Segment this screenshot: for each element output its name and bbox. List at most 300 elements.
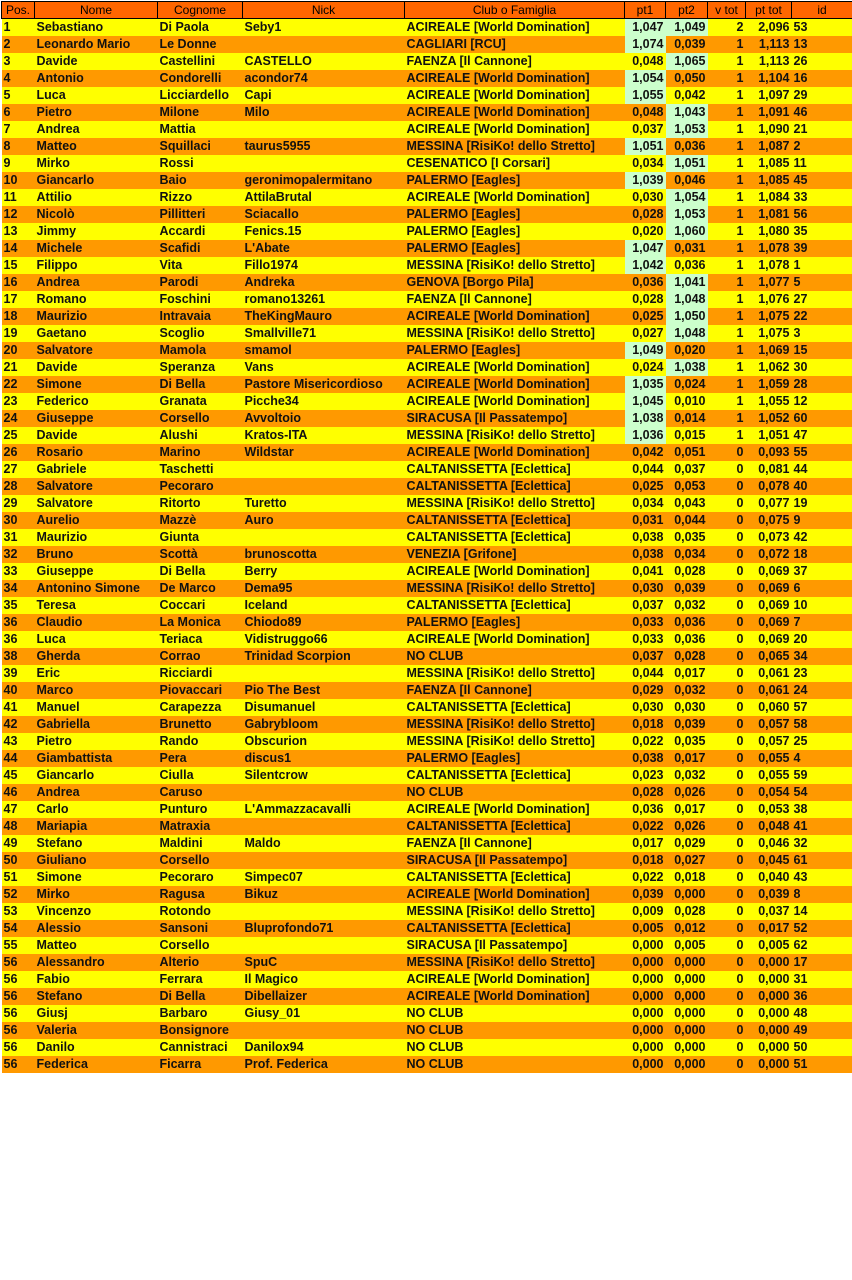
row-nick [243,852,405,869]
row-club: PALERMO [Eagles] [405,342,625,359]
row-nome: Giuliano [35,852,158,869]
row-pttot: 1,087 [746,138,792,155]
row-pt1: 0,044 [625,461,666,478]
row-pos: 21 [2,359,35,376]
row-pt1: 1,074 [625,36,666,53]
row-pt2: 0,015 [666,427,708,444]
row-pt2: 1,043 [666,104,708,121]
row-pt2: 0,000 [666,1056,708,1073]
row-cognome: Intravaia [158,308,243,325]
row-cognome: Taschetti [158,461,243,478]
table-row [2,427,852,444]
row-pt2: 0,039 [666,716,708,733]
row-pos: 44 [2,750,35,767]
row-pttot: 1,059 [746,376,792,393]
row-vtot: 1 [708,325,746,342]
row-nick [243,36,405,53]
table-row [2,36,852,53]
row-nome: Alessandro [35,954,158,971]
row-vtot: 1 [708,359,746,376]
row-cognome: Mattia [158,121,243,138]
row-club: ACIREALE [World Domination] [405,444,625,461]
row-pt2: 1,060 [666,223,708,240]
row-pt1: 0,027 [625,325,666,342]
row-cognome: Rotondo [158,903,243,920]
row-id: 53 [792,19,852,36]
row-vtot: 1 [708,274,746,291]
row-id: 20 [792,631,852,648]
row-pttot: 1,104 [746,70,792,87]
row-nick: discus1 [243,750,405,767]
row-pt2: 0,030 [666,699,708,716]
table-row [2,1056,852,1073]
row-cognome: Ricciardi [158,665,243,682]
header-nick: Nick [243,2,405,19]
row-vtot: 0 [708,478,746,495]
row-club: FAENZA [Il Cannone] [405,682,625,699]
row-vtot: 0 [708,954,746,971]
row-club: CALTANISSETTA [Eclettica] [405,597,625,614]
row-nome: Sebastiano [35,19,158,36]
row-cognome: Accardi [158,223,243,240]
table-row [2,614,852,631]
row-id: 48 [792,1005,852,1022]
row-id: 25 [792,733,852,750]
row-cognome: Barbaro [158,1005,243,1022]
row-pt2: 0,000 [666,886,708,903]
row-vtot: 0 [708,1039,746,1056]
row-pt2: 0,043 [666,495,708,512]
row-pt2: 0,031 [666,240,708,257]
row-pttot: 1,113 [746,36,792,53]
row-pos: 42 [2,716,35,733]
row-nick: Prof. Federica [243,1056,405,1073]
row-vtot: 1 [708,376,746,393]
row-pt2: 1,048 [666,325,708,342]
row-pos: 38 [2,648,35,665]
row-pttot: 0,057 [746,716,792,733]
row-pt2: 1,050 [666,308,708,325]
row-cognome: Coccari [158,597,243,614]
row-pos: 26 [2,444,35,461]
row-pos: 14 [2,240,35,257]
row-vtot: 0 [708,665,746,682]
row-pt1: 0,022 [625,818,666,835]
table-row [2,308,852,325]
row-id: 44 [792,461,852,478]
row-pt2: 0,000 [666,954,708,971]
row-pt1: 0,038 [625,546,666,563]
row-nome: Giancarlo [35,767,158,784]
row-pos: 56 [2,1039,35,1056]
header-nome: Nome [35,2,158,19]
row-nick: Smallville71 [243,325,405,342]
row-pt1: 0,033 [625,631,666,648]
row-pos: 56 [2,1022,35,1039]
table-row [2,869,852,886]
row-id: 29 [792,87,852,104]
row-pttot: 1,075 [746,325,792,342]
row-pt2: 0,005 [666,937,708,954]
row-nome: Antonio [35,70,158,87]
row-pt1: 0,042 [625,444,666,461]
row-cognome: Castellini [158,53,243,70]
row-cognome: Punturo [158,801,243,818]
row-vtot: 0 [708,529,746,546]
row-pttot: 0,069 [746,580,792,597]
row-nome: Matteo [35,937,158,954]
row-pt1: 1,036 [625,427,666,444]
row-id: 11 [792,155,852,172]
row-id: 60 [792,410,852,427]
row-pttot: 0,078 [746,478,792,495]
row-id: 14 [792,903,852,920]
header-pt1: pt1 [625,2,666,19]
table-row [2,563,852,580]
row-nick [243,478,405,495]
row-pttot: 0,069 [746,597,792,614]
row-club: ACIREALE [World Domination] [405,563,625,580]
row-id: 6 [792,580,852,597]
row-pttot: 1,091 [746,104,792,121]
row-nick: Wildstar [243,444,405,461]
row-pt2: 0,053 [666,478,708,495]
row-vtot: 0 [708,546,746,563]
row-pt1: 1,035 [625,376,666,393]
row-club: MESSINA [RisiKo! dello Stretto] [405,257,625,274]
row-pt1: 1,051 [625,138,666,155]
row-pos: 12 [2,206,35,223]
row-pt1: 0,038 [625,750,666,767]
row-pt2: 1,048 [666,291,708,308]
row-pos: 3 [2,53,35,70]
row-pt2: 0,020 [666,342,708,359]
row-vtot: 1 [708,70,746,87]
row-vtot: 0 [708,733,746,750]
table-row [2,631,852,648]
row-pt1: 0,039 [625,886,666,903]
row-pttot: 0,075 [746,512,792,529]
table-row [2,189,852,206]
row-club: NO CLUB [405,1056,625,1073]
row-cognome: Corsello [158,410,243,427]
row-pt1: 0,041 [625,563,666,580]
row-nick: L'Abate [243,240,405,257]
row-vtot: 0 [708,512,746,529]
row-pttot: 1,051 [746,427,792,444]
row-cognome: Ritorto [158,495,243,512]
row-id: 50 [792,1039,852,1056]
row-nick: romano13261 [243,291,405,308]
row-pt1: 0,037 [625,648,666,665]
row-nome: Pietro [35,104,158,121]
row-id: 40 [792,478,852,495]
table-row [2,206,852,223]
row-vtot: 1 [708,291,746,308]
row-pt2: 0,000 [666,1039,708,1056]
row-pttot: 1,062 [746,359,792,376]
row-nick: Iceland [243,597,405,614]
row-pttot: 1,078 [746,257,792,274]
row-cognome: Rossi [158,155,243,172]
row-pos: 40 [2,682,35,699]
row-club: CALTANISSETTA [Eclettica] [405,478,625,495]
table-row [2,886,852,903]
row-club: PALERMO [Eagles] [405,750,625,767]
row-pttot: 0,017 [746,920,792,937]
row-pt1: 0,000 [625,937,666,954]
row-club: ACIREALE [World Domination] [405,393,625,410]
row-pt2: 0,037 [666,461,708,478]
row-pos: 24 [2,410,35,427]
row-nick: Sciacallo [243,206,405,223]
row-pt1: 0,000 [625,988,666,1005]
row-nome: Gaetano [35,325,158,342]
table-row [2,410,852,427]
row-nick: Disumanuel [243,699,405,716]
row-pos: 39 [2,665,35,682]
row-club: CALTANISSETTA [Eclettica] [405,699,625,716]
row-nome: Gherda [35,648,158,665]
row-id: 4 [792,750,852,767]
table-row [2,393,852,410]
row-pt1: 0,000 [625,1056,666,1073]
row-pttot: 0,053 [746,801,792,818]
row-pttot: 0,000 [746,1005,792,1022]
row-cognome: Brunetto [158,716,243,733]
row-nick: Bikuz [243,886,405,903]
row-cognome: Milone [158,104,243,121]
row-pt1: 1,047 [625,19,666,36]
row-pttot: 1,077 [746,274,792,291]
row-nick: Fenics.15 [243,223,405,240]
ranking-sheet [1,1,852,1073]
row-pos: 43 [2,733,35,750]
row-cognome: Cannistraci [158,1039,243,1056]
row-cognome: Matraxia [158,818,243,835]
row-vtot: 1 [708,393,746,410]
table-row [2,716,852,733]
row-nome: Federico [35,393,158,410]
row-vtot: 0 [708,682,746,699]
row-pttot: 0,060 [746,699,792,716]
row-pttot: 1,052 [746,410,792,427]
row-cognome: Vita [158,257,243,274]
row-cognome: Corsello [158,937,243,954]
row-nome: Antonino Simone [35,580,158,597]
row-vtot: 0 [708,750,746,767]
row-nick: Avvoltoio [243,410,405,427]
header-row [2,2,852,19]
row-pt1: 1,054 [625,70,666,87]
row-pt2: 1,041 [666,274,708,291]
row-pt2: 0,000 [666,1005,708,1022]
row-pttot: 0,000 [746,971,792,988]
row-nome: Mariapia [35,818,158,835]
row-pt1: 0,018 [625,716,666,733]
row-club: ACIREALE [World Domination] [405,801,625,818]
row-nome: Aurelio [35,512,158,529]
row-club: MESSINA [RisiKo! dello Stretto] [405,580,625,597]
row-pt1: 1,055 [625,87,666,104]
row-pt2: 0,000 [666,1022,708,1039]
row-id: 13 [792,36,852,53]
row-pos: 18 [2,308,35,325]
row-cognome: Pecoraro [158,869,243,886]
row-pt2: 0,051 [666,444,708,461]
row-pt2: 0,050 [666,70,708,87]
row-nome: Vincenzo [35,903,158,920]
row-pt2: 0,017 [666,750,708,767]
row-nome: Carlo [35,801,158,818]
row-cognome: Foschini [158,291,243,308]
row-pos: 8 [2,138,35,155]
row-vtot: 1 [708,172,746,189]
row-club: CALTANISSETTA [Eclettica] [405,767,625,784]
row-pos: 28 [2,478,35,495]
row-cognome: Corsello [158,852,243,869]
row-pos: 36 [2,614,35,631]
row-pt1: 1,042 [625,257,666,274]
row-pt1: 1,047 [625,240,666,257]
row-cognome: La Monica [158,614,243,631]
row-vtot: 0 [708,818,746,835]
row-pos: 56 [2,1005,35,1022]
row-id: 61 [792,852,852,869]
row-club: ACIREALE [World Domination] [405,376,625,393]
row-pt1: 0,000 [625,971,666,988]
row-pt1: 0,000 [625,954,666,971]
row-nome: Leonardo Mario [35,36,158,53]
row-id: 39 [792,240,852,257]
row-club: ACIREALE [World Domination] [405,104,625,121]
row-pttot: 1,078 [746,240,792,257]
row-vtot: 1 [708,308,746,325]
row-nick: Picche34 [243,393,405,410]
row-vtot: 1 [708,257,746,274]
row-id: 59 [792,767,852,784]
row-pos: 10 [2,172,35,189]
row-vtot: 0 [708,1056,746,1073]
row-id: 41 [792,818,852,835]
row-club: ACIREALE [World Domination] [405,70,625,87]
row-nome: Giuseppe [35,410,158,427]
row-nome: Salvatore [35,342,158,359]
row-pttot: 0,045 [746,852,792,869]
row-club: MESSINA [RisiKo! dello Stretto] [405,427,625,444]
row-nome: Stefano [35,835,158,852]
header-pttot: pt tot [746,2,792,19]
row-nome: Gabriele [35,461,158,478]
row-vtot: 1 [708,36,746,53]
row-club: MESSINA [RisiKo! dello Stretto] [405,665,625,682]
row-pttot: 1,084 [746,189,792,206]
table-row [2,257,852,274]
row-vtot: 1 [708,223,746,240]
row-nome: Andrea [35,784,158,801]
row-nome: Giusj [35,1005,158,1022]
row-nome: Mirko [35,886,158,903]
row-cognome: Sansoni [158,920,243,937]
row-vtot: 1 [708,138,746,155]
row-nick: Silentcrow [243,767,405,784]
row-pttot: 0,065 [746,648,792,665]
row-pos: 29 [2,495,35,512]
table-row [2,580,852,597]
row-pttot: 0,069 [746,614,792,631]
row-club: ACIREALE [World Domination] [405,988,625,1005]
row-pt1: 1,038 [625,410,666,427]
row-club: ACIREALE [World Domination] [405,87,625,104]
row-nome: Salvatore [35,495,158,512]
table-row [2,835,852,852]
row-nome: Davide [35,53,158,70]
row-pttot: 1,069 [746,342,792,359]
row-id: 56 [792,206,852,223]
row-cognome: Maldini [158,835,243,852]
row-vtot: 0 [708,835,746,852]
row-vtot: 0 [708,716,746,733]
row-nick [243,784,405,801]
row-club: ACIREALE [World Domination] [405,121,625,138]
row-pttot: 0,072 [746,546,792,563]
row-pt2: 0,026 [666,818,708,835]
row-pt2: 0,000 [666,971,708,988]
row-pt1: 0,025 [625,478,666,495]
row-vtot: 1 [708,206,746,223]
row-club: SIRACUSA [Il Passatempo] [405,410,625,427]
row-pttot: 1,090 [746,121,792,138]
row-pt1: 0,028 [625,291,666,308]
row-cognome: Ferrara [158,971,243,988]
row-pt2: 0,014 [666,410,708,427]
row-vtot: 1 [708,240,746,257]
row-pos: 11 [2,189,35,206]
row-pt2: 0,032 [666,597,708,614]
row-club: FAENZA [Il Cannone] [405,291,625,308]
row-pt1: 0,000 [625,1005,666,1022]
row-club: SIRACUSA [Il Passatempo] [405,937,625,954]
row-nome: Pietro [35,733,158,750]
row-pt1: 1,045 [625,393,666,410]
row-id: 16 [792,70,852,87]
row-id: 51 [792,1056,852,1073]
ranking-rows [2,19,852,1073]
row-pos: 13 [2,223,35,240]
row-cognome: Caruso [158,784,243,801]
row-nick: brunoscotta [243,546,405,563]
row-nick: Il Magico [243,971,405,988]
row-nome: Simone [35,376,158,393]
row-pt1: 0,030 [625,699,666,716]
row-club: PALERMO [Eagles] [405,206,625,223]
row-pos: 5 [2,87,35,104]
row-nick: Chiodo89 [243,614,405,631]
row-pos: 15 [2,257,35,274]
row-vtot: 0 [708,597,746,614]
row-pt2: 1,053 [666,206,708,223]
table-row [2,597,852,614]
row-nome: Luca [35,631,158,648]
row-club: ACIREALE [World Domination] [405,308,625,325]
row-vtot: 1 [708,189,746,206]
row-pos: 27 [2,461,35,478]
table-row [2,223,852,240]
row-pttot: 1,076 [746,291,792,308]
row-vtot: 0 [708,937,746,954]
row-club: PALERMO [Eagles] [405,614,625,631]
row-pos: 22 [2,376,35,393]
